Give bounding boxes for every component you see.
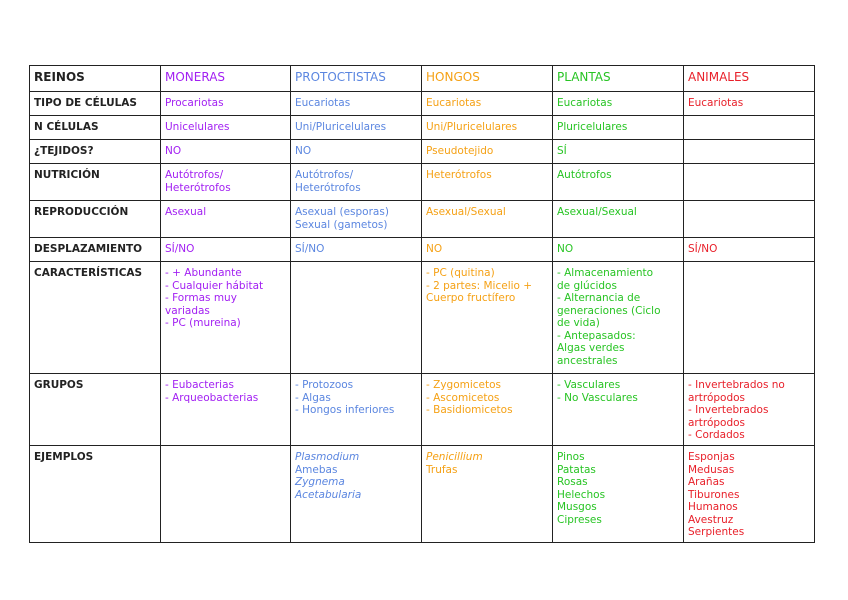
cell-line: Zygnema — [295, 476, 345, 488]
cell-line: - Alternancia de — [557, 292, 641, 304]
cell-line: Pinos — [557, 451, 585, 463]
row-desplazamiento — [30, 238, 815, 262]
header-protoctistas: PROTOCTISTAS — [291, 66, 422, 92]
cell-line: Autótrofos/ — [295, 169, 354, 181]
row-grupos — [30, 374, 815, 446]
cell-plantas — [553, 201, 684, 238]
cell-line: - Invertebrados no — [688, 379, 785, 391]
cell-line: Heterótrofos — [426, 169, 492, 181]
row-label: N CÉLULAS — [30, 116, 161, 140]
cell-animales — [684, 116, 815, 140]
cell-line: - Hongos inferiores — [295, 404, 395, 416]
cell-line: Amebas — [295, 463, 338, 476]
row-nutricion — [30, 164, 815, 201]
cell-line: Heterótrofos — [295, 181, 361, 194]
header-reinos: REINOS — [30, 66, 161, 92]
cell-plantas: NO — [553, 238, 684, 262]
cell-plantas: Pluricelulares — [553, 116, 684, 140]
cell-protoctistas — [291, 374, 422, 446]
cell-hongos — [422, 201, 553, 238]
cell-line: - Arqueobacterias — [165, 391, 259, 404]
cell-moneras — [161, 446, 291, 543]
row-reproduccion — [30, 201, 815, 238]
row-ejemplos — [30, 446, 815, 543]
cell-line: - Antepasados: — [557, 329, 636, 342]
cell-protoctistas — [291, 446, 422, 543]
cell-hongos — [422, 374, 553, 446]
cell-protoctistas: Eucariotas — [291, 92, 422, 116]
cell-line: - Basidiomicetos — [426, 404, 513, 416]
cell-moneras — [161, 201, 291, 238]
header-animales: ANIMALES — [684, 66, 815, 92]
cell-line: Rosas — [557, 476, 588, 488]
header-moneras: MONERAS — [161, 66, 291, 92]
cell-line: - No Vasculares — [557, 391, 638, 404]
cell-line: Asexual/Sexual — [426, 206, 506, 218]
cell-hongos — [422, 446, 553, 543]
cell-line: Autótrofos — [557, 169, 612, 181]
cell-line: Patatas — [557, 463, 596, 476]
row-label: ¿TEJIDOS? — [30, 140, 161, 164]
cell-line: Avestruz — [688, 513, 734, 526]
cell-protoctistas: Uni/Pluricelulares — [291, 116, 422, 140]
cell-line: generaciones (Ciclo — [557, 304, 661, 317]
cell-line: artrópodos — [688, 416, 746, 429]
cell-plantas — [553, 262, 684, 374]
cell-line: Musgos — [557, 501, 597, 513]
cell-hongos: Pseudotejido — [422, 140, 553, 164]
cell-line: variadas — [165, 304, 210, 317]
cell-plantas: SÍ — [553, 140, 684, 164]
cell-line: Helechos — [557, 488, 606, 501]
cell-hongos — [422, 164, 553, 201]
cell-line: - Protozoos — [295, 379, 354, 391]
cell-animales — [684, 446, 815, 543]
cell-line: de vida) — [557, 317, 600, 329]
row-label: CARACTERÍSTICAS — [30, 262, 161, 374]
cell-animales — [684, 201, 815, 238]
row-tejidos — [30, 140, 815, 164]
cell-animales: Eucariotas — [684, 92, 815, 116]
cell-line: Asexual (esporas) — [295, 206, 389, 218]
cell-moneras — [161, 262, 291, 374]
cell-plantas — [553, 446, 684, 543]
row-label: REPRODUCCIÓN — [30, 201, 161, 238]
cell-line: - + Abundante — [165, 267, 242, 279]
cell-line: - PC (mureina) — [165, 317, 241, 329]
cell-animales — [684, 140, 815, 164]
cell-line: - 2 partes: Micelio + — [426, 279, 533, 292]
cell-line: Cipreses — [557, 513, 602, 526]
cell-line: - Vasculares — [557, 379, 621, 391]
cell-line: - Zygomicetos — [426, 379, 502, 391]
cell-line: Algas verdes — [557, 342, 625, 354]
cell-line: Acetabularia — [295, 488, 362, 501]
cell-line: Asexual — [165, 206, 207, 218]
cell-protoctistas — [291, 201, 422, 238]
cell-line: - Almacenamiento — [557, 267, 654, 279]
cell-line: - Ascomicetos — [426, 391, 500, 404]
header-row — [30, 66, 815, 92]
header-hongos: HONGOS — [422, 66, 553, 92]
row-label: DESPLAZAMIENTO — [30, 238, 161, 262]
row-label: TIPO DE CÉLULAS — [30, 92, 161, 116]
cell-protoctistas — [291, 262, 422, 374]
cell-protoctistas: SÍ/NO — [291, 238, 422, 262]
cell-line: Trufas — [426, 463, 458, 476]
cell-line: Asexual/Sexual — [557, 206, 637, 218]
cell-plantas: Eucariotas — [553, 92, 684, 116]
header-plantas: PLANTAS — [553, 66, 684, 92]
cell-moneras: Procariotas — [161, 92, 291, 116]
cell-protoctistas: NO — [291, 140, 422, 164]
cell-plantas — [553, 164, 684, 201]
cell-line: artrópodos — [688, 391, 746, 404]
cell-line: ancestrales — [557, 354, 618, 367]
cell-animales — [684, 262, 815, 374]
cell-line: de glúcidos — [557, 279, 617, 292]
cell-line: - Eubacterias — [165, 379, 235, 391]
cell-moneras: Unicelulares — [161, 116, 291, 140]
cell-line: Tiburones — [688, 488, 740, 501]
cell-line: - Formas muy — [165, 292, 237, 304]
row-label: EJEMPLOS — [30, 446, 161, 543]
cell-moneras: SÍ/NO — [161, 238, 291, 262]
cell-moneras — [161, 374, 291, 446]
cell-line: Autótrofos/ — [165, 169, 224, 181]
cell-hongos — [422, 262, 553, 374]
cell-line: Heterótrofos — [165, 181, 231, 194]
cell-animales — [684, 164, 815, 201]
cell-line: Cuerpo fructífero — [426, 292, 516, 304]
cell-moneras: NO — [161, 140, 291, 164]
cell-line: Humanos — [688, 501, 738, 513]
cell-line: Esponjas — [688, 451, 735, 463]
cell-line: - Cordados — [688, 429, 745, 441]
row-tipo-celulas — [30, 92, 815, 116]
cell-plantas — [553, 374, 684, 446]
cell-line: - Algas — [295, 391, 331, 404]
cell-animales: SÍ/NO — [684, 238, 815, 262]
cell-animales — [684, 374, 815, 446]
cell-line: - PC (quitina) — [426, 267, 495, 279]
cell-hongos: Uni/Pluricelulares — [422, 116, 553, 140]
cell-line: Penicillium — [426, 451, 483, 463]
cell-line: Arañas — [688, 476, 725, 488]
cell-line: - Invertebrados — [688, 404, 769, 416]
row-label: NUTRICIÓN — [30, 164, 161, 201]
cell-line: Sexual (gametos) — [295, 218, 388, 231]
cell-protoctistas — [291, 164, 422, 201]
row-n-celulas — [30, 116, 815, 140]
cell-line: - Cualquier hábitat — [165, 279, 264, 292]
cell-moneras — [161, 164, 291, 201]
cell-line: Plasmodium — [295, 451, 360, 463]
kingdoms-table — [29, 65, 815, 543]
row-label: GRUPOS — [30, 374, 161, 446]
cell-line: Serpientes — [688, 526, 745, 538]
cell-hongos: Eucariotas — [422, 92, 553, 116]
row-caracteristicas — [30, 262, 815, 374]
cell-hongos: NO — [422, 238, 553, 262]
cell-line: Medusas — [688, 463, 735, 476]
